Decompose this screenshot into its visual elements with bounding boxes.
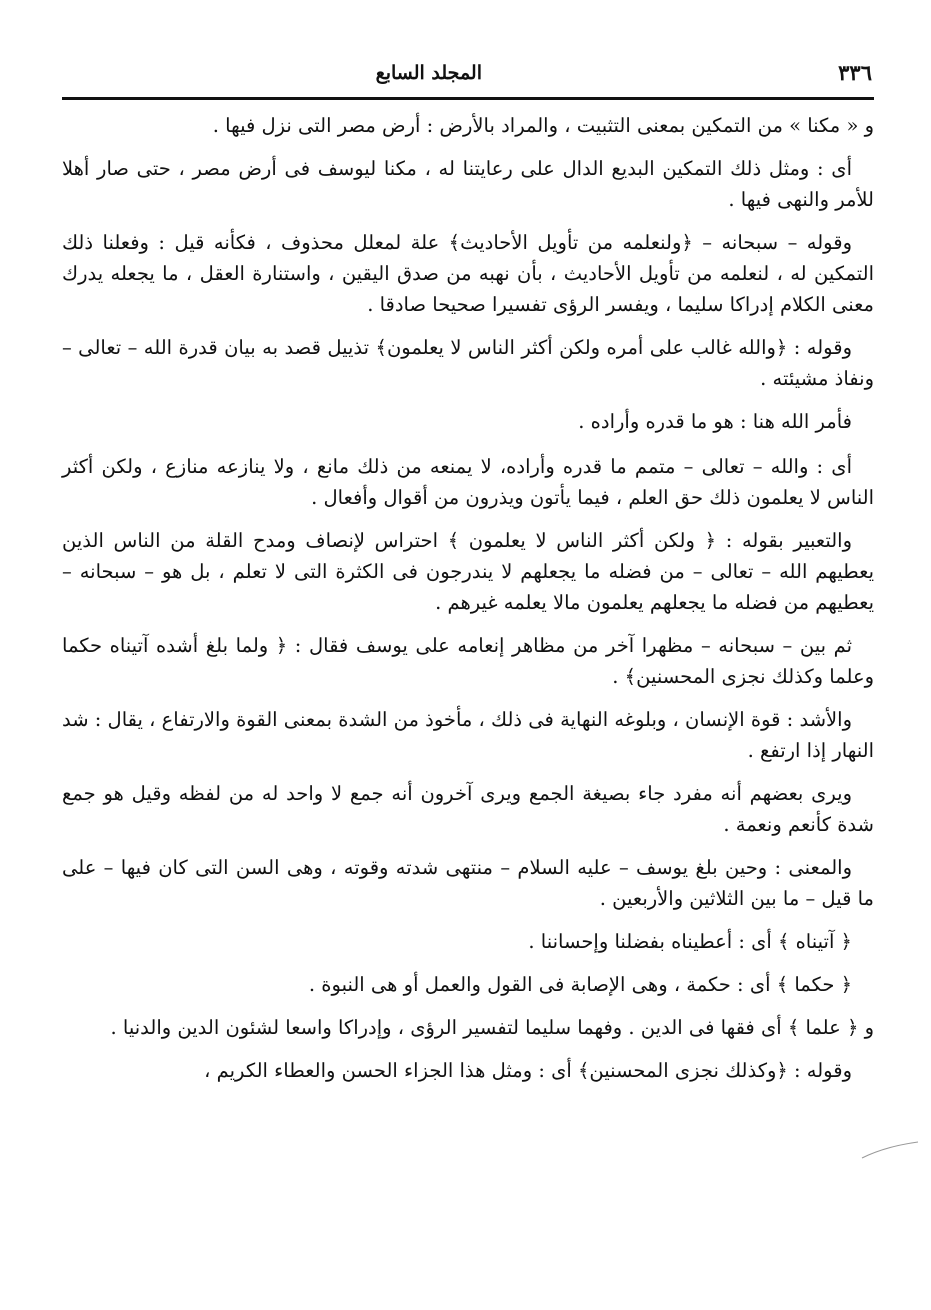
paragraph: والتعبير بقوله : ﴿ ولكن أكثر الناس لا يعلمون ﴾ احتراس لإنصاف ومدح القلة من الناس الذين يعطيهم الله – تعالى – من فضله ما يجعلهم لا يندرجون فى الكثرة التى لا تعلم ، بل هو – سبحانه – يعطيهم من فضله ما يجعلهم يعلمون مالا يعلمه غيرهم .	[62, 529, 874, 614]
paragraph: وقوله – سبحانه – ﴿ولنعلمه من تأويل الأحاديث﴾ علة لمعلل محذوف ، فكأنه قيل : وفعلنا ذلك التمكين له ، لنعلمه من تأويل الأحاديث ، بأن نهبه من صدق اليقين ، واستنارة العقل ، ما يجعله يدرك معنى الكلام إدراكا سليما ، ويفسر الرؤى تفسيرا صحيحا صادقا .	[62, 231, 874, 316]
paragraph: أى : ومثل ذلك التمكين البديع الدال على رعايتنا له ، مكنا ليوسف فى أرض مصر ، حتى صار أهلا للأمر والنهى فيها .	[62, 157, 874, 211]
paragraph: ﴿ حكما ﴾ أى : حكمة ، وهى الإصابة فى القول والعمل أو هى النبوة .	[308, 973, 852, 996]
paragraph: والأشد : قوة الإنسان ، وبلوغه النهاية فى ذلك ، مأخوذ من الشدة بمعنى القوة والارتفاع ، يقال : شد النهار إذا ارتفع .	[62, 708, 874, 762]
paragraph: وقوله : ﴿والله غالب على أمره ولكن أكثر الناس لا يعلمون﴾ تذييل قصد به بيان قدرة الله – تعالى – ونفاذ مشيئته .	[62, 336, 874, 390]
page-number: ٣٣٦	[838, 60, 872, 85]
paragraph: ﴿ آتيناه ﴾ أى : أعطيناه بفضلنا وإحساننا .	[528, 930, 852, 953]
paragraph: و « مكنا » من التمكين بمعنى التثبيت ، والمراد بالأرض : أرض مصر التى نزل فيها .	[212, 114, 874, 137]
paragraph: و ﴿ علما ﴾ أى فقها فى الدين . وفهما سليما لتفسير الرؤى ، وإدراكا واسعا لشئون الدين والدنيا .	[110, 1016, 874, 1039]
paragraph: ويرى بعضهم أنه مفرد جاء بصيغة الجمع ويرى آخرون أنه جمع لا واحد له من لفظه وقيل هو جمع شدة كأنعم ونعمة .	[62, 782, 874, 836]
paragraph: ثم بين – سبحانه – مظهرا آخر من مظاهر إنعامه على يوسف فقال : ﴿ ولما بلغ أشده آتيناه حكما وعلما وكذلك نجزى المحسنين﴾ .	[62, 634, 874, 688]
paragraph: فأمر الله هنا : هو ما قدره وأراده .	[578, 410, 852, 433]
paragraph: أى : والله – تعالى – متمم ما قدره وأراده، لا يمنعه من ذلك مانع ، ولا ينازعه منازع ، ولكن أكثر الناس لا يعلمون ذلك حق العلم ، فيما يأتون ويذرون من أقوال وأفعال .	[62, 455, 874, 509]
header-rule	[62, 97, 874, 100]
body-text	[62, 110, 874, 1098]
paragraph: والمعنى : وحين بلغ يوسف – عليه السلام – منتهى شدته وقوته ، وهى السن التى كان فيها – على ما قيل – ما بين الثلاثين والأربعين .	[62, 856, 874, 910]
page-header	[62, 56, 872, 96]
paragraph: وقوله : ﴿وكذلك نجزى المحسنين﴾ أى : ومثل هذا الجزاء الحسن والعطاء الكريم ،	[204, 1059, 852, 1082]
pen-mark	[860, 1140, 920, 1160]
running-title: المجلد السابع	[375, 62, 482, 84]
